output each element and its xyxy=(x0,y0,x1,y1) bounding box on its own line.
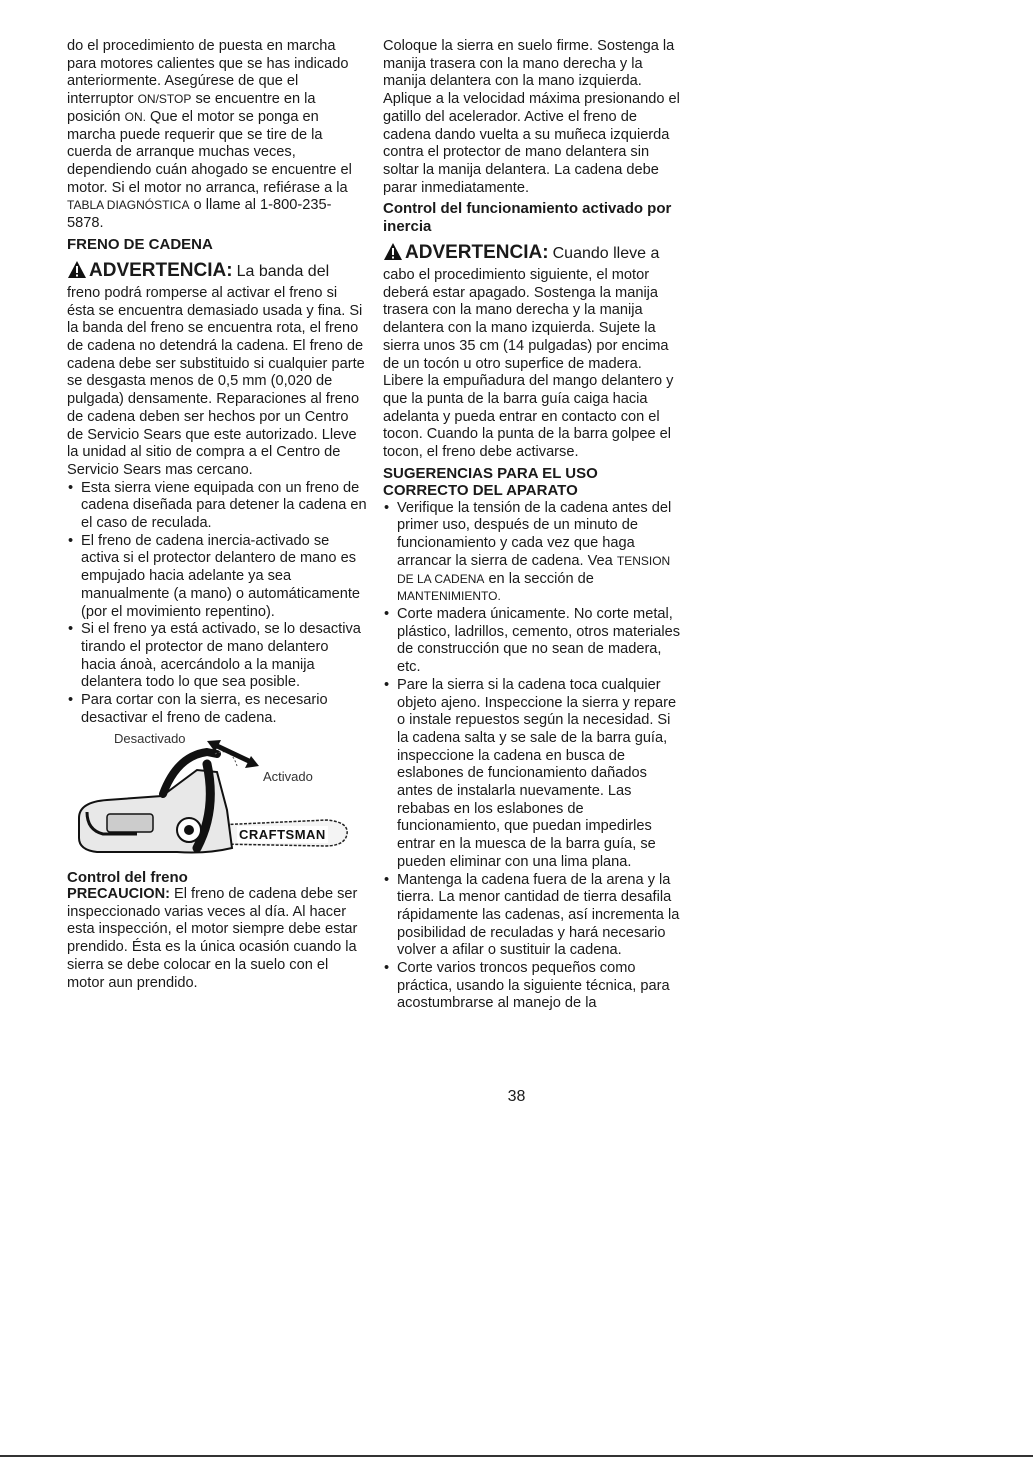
bottom-rule xyxy=(0,1455,1033,1457)
page-number: 38 xyxy=(507,1088,526,1105)
heading-freno-de-cadena: FRENO DE CADENA xyxy=(67,235,213,253)
warning-icon xyxy=(383,242,403,267)
list-item: • Si el freno ya está activado, se lo desactiva tirando el protector de mano delantero hacia ánoà, acercándolo a la manija delantera todo lo que sea posible. xyxy=(67,621,367,692)
list-item: • Esta sierra viene equipada con un freno de cadena diseñada para detener la cadena en el caso de reculada. xyxy=(67,480,367,533)
right-column xyxy=(383,38,683,1013)
intro-paragraph: do el procedimiento de puesta en marcha para motores calientes que se has indicado anteriormente. Asegúrese de que el interruptor ON/STOP se encuentre en la posición ON. Que el motor se ponga en marcha puede requerir que se tire de la cuerda de arranque muchas veces, dependiendo cuán ahogado se encuentre el motor. Si el motor no arranca, refiérase a la TABLA DIAGNÓSTICA o llame al 1-800-235-5878. xyxy=(67,38,352,232)
heading-control-del-freno: Control del freno xyxy=(67,868,188,886)
list-item: • Mantenga la cadena fuera de la arena y la tierra. La menor cantidad de tierra desafila rápidamente las cadenas, así incrementa la posibilidad de reculadas y hará necesario volver a afilar o sustituir la cadena. xyxy=(383,872,683,961)
test-paragraph: Coloque la sierra en suelo firme. Sostenga la manija trasera con la mano derecha y la manija delantera con la mano izquierda. Aplique a la velocidad máxima presionando el gatillo del acelerador. Active el freno de cadena dando vuelta a su muñeca izquierda contra el protector de mano delantera sin soltar la manija delantera. La cadena debe parar inmediatamente. xyxy=(383,38,680,196)
list-item: • Corte varios troncos pequeños como práctica, usando la siguiente técnica, para acostumbrarse al manejo de la xyxy=(383,960,683,1013)
warning-brake-band: ADVERTENCIA: La banda del xyxy=(67,260,367,285)
warning-inertia-text: cabo el procedimiento siguiente, el motor deberá estar apagado. Sostenga la manija trasera con la mano derecha y la manija delantera con la mano izquierda. Sujete la sierra unos 35 cm (14 pulgadas) por encima de un tocón u otro superfice de madera. Libere la empuñadura del mango delantero y que la punta de la barra guía caiga hacia adelanta y pueda entrar en contacto con el tocon. Cuando la punta de la barra golpee el tocon, el freno debe activarse. xyxy=(383,267,674,461)
heading-inercia: Control del funcionamiento activado por inercia xyxy=(383,200,672,235)
heading-sugerencias: SUGERENCIAS PARA EL USO CORRECTO DEL APARATO xyxy=(383,464,598,500)
brand-logo: CRAFTSMAN xyxy=(239,826,326,842)
left-column xyxy=(67,38,367,992)
brake-bullets xyxy=(67,480,367,728)
label-desactivado: Desactivado xyxy=(114,730,186,746)
list-item: • El freno de cadena inercia-activado se activa si el protector delantero de mano es empujado hacia adelante ya sea manualmente (a mano) o automáticamente (por el movimiento repentino). xyxy=(67,533,367,622)
label-activado: Activado xyxy=(263,768,313,784)
list-item: • Corte madera únicamente. No corte metal, plástico, ladrillos, cemento, otros materiales de construcción que no sean de madera, etc. xyxy=(383,606,683,677)
list-item: • Verifique la tensión de la cadena antes del primer uso, después de un minuto de funcionamiento y cada vez que haga arrancar la sierra de cadena. Vea TENSION DE LA CADENA en la sección de MANTENIMIENTO. xyxy=(383,500,683,606)
tips-bullets xyxy=(383,500,683,1013)
chainsaw-brake-figure xyxy=(67,730,367,866)
warning-icon xyxy=(67,260,87,285)
list-item: • Pare la sierra si la cadena toca cualquier objeto ajeno. Inspeccione la sierra y repare o instale repuestos según la necesidad. Si la cadena salta y se sale de la barra guía, inspeccione la cadena en busca de eslabones de funcionamiento dañados antes de instalarla nuevamente. Las rebabas en los eslabones de funcionamiento, que puedan impedirles entrar en la muesca de la barra guía, se pueden eliminar con una lima plana. xyxy=(383,677,683,872)
warning-inertia: ADVERTENCIA: Cuando lleve a xyxy=(383,242,683,267)
warning-text: freno podrá romperse al activar el freno si ésta se encuentra demasiado usada y fina. Si la banda del freno se encuentra rota, el freno de cadena no detendrá la cadena. El freno de cadena debe ser substituido si cualquier parte se desgasta menos de 0,5 mm (0,020 de pulgada) densamente. Reparaciones al freno de cadena deben ser hechos por un Centro de Servicio Sears que este autorizado. Lleve la unidad al sitio de compra a el Centro de Servicio Sears mas cercano. xyxy=(67,284,365,478)
chainsaw-illustration xyxy=(67,730,367,866)
list-item: • Para cortar con la sierra, es necesario desactivar el freno de cadena. xyxy=(67,692,367,727)
precaucion-paragraph: PRECAUCION: El freno de cadena debe ser inspeccionado varias veces al día. Al hacer esta inspección, el motor siempre debe estar prendido. Ésta es la única ocasión cuando la sierra se debe colocar en la suelo con el motor aun prendido. xyxy=(67,886,358,991)
